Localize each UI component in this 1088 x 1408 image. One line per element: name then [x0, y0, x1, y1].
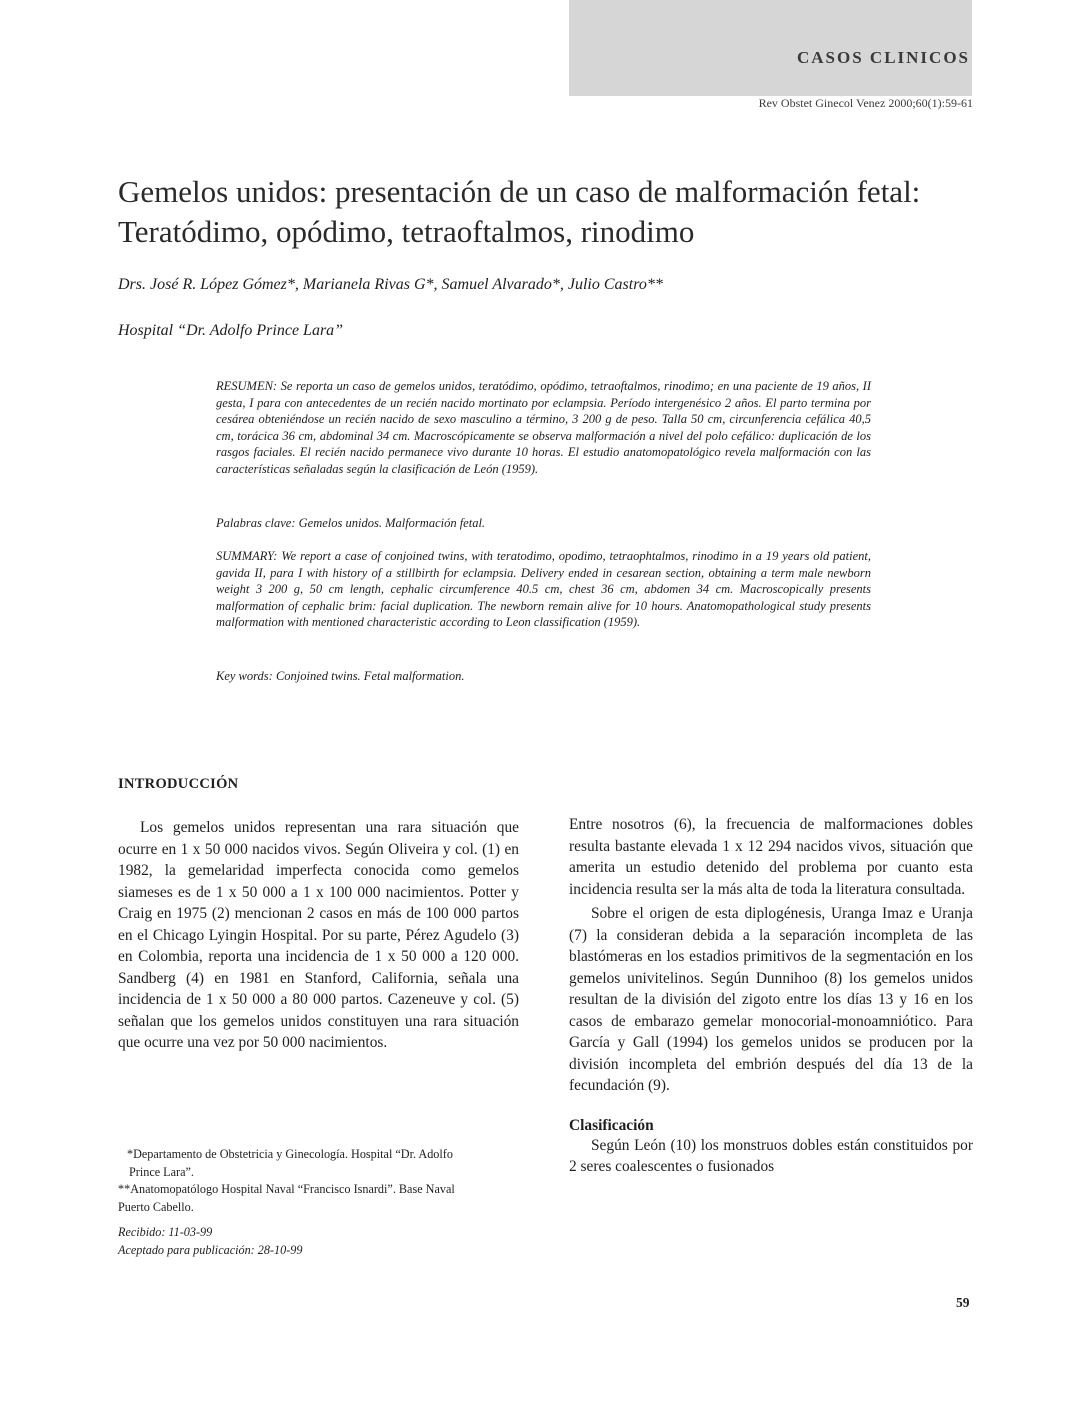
body-paragraph-3: Según León (10) los monstruos dobles están constituidos por 2 seres coalescentes o fusionados [569, 1136, 973, 1175]
article-authors: Drs. José R. López Gómez*, Marianela Rivas G*, Samuel Alvarado*, Julio Castro** [118, 276, 663, 293]
intro-paragraph: Los gemelos unidos representan una rara situación que ocurre en 1 x 50 000 nacidos vivos. Según Oliveira y col. (1) en 1982, la gemelaridad imperfecta conocida como gemelos siameses es de 1 x 50 000 a 1 x 100 000 nacimientos. Potter y Craig en 1975 (2) mencionan 2 casos en más de 100 000 partos en el Chicago Lyingin Hospital. Por su parte, Pérez Agudelo (3) en Colombia, reporta una incidencia de 1 x 50 000 a 120 000. Sandberg (4) en 1981 en Stanford, California, señala una incidencia de 1 x 50 000 a 80 000 partos. Cazeneuve y col. (5) señalan que los gemelos unidos constituyen una rara situación que ocurre una vez por 50 000 nacimientos. [118, 819, 519, 1051]
palabras-clave: Palabras clave: Gemelos unidos. Malformación fetal. [216, 516, 486, 530]
footnote-2: **Anatomopatólogo Hospital Naval “Francisco Isnardi”. Base Naval [118, 1182, 455, 1196]
body-paragraph-2: Sobre el origen de esta diplogénesis, Uranga Imaz e Uranja (7) la consideran debida a la separación incompleta de las blastómeras en los estadios primitivos de la segmentación en los gemelos univitelinos. Según Dunnihoo (8) los gemelos unidos resultan de la división del zigoto entre los días 13 y 16 en los casos de embarazo gemelar monocorial-monoamniótico. Para García y Gall (1994) los gemelos unidos se producen por la división incompleta del embrión después del día 13 de la fecundación (9). [569, 905, 973, 1094]
accepted-date: Aceptado para publicación: 28-10-99 [118, 1242, 303, 1257]
abstract-summary: SUMMARY: We report a case of conjoined twins, with teratodimo, opodimo, tetraophtalmos, rinodimo in a 19 years old patient, gavida II, para I with history of a stillbirth for eclampsia. Delivery ended in cesarean section, obtaining a term male newborn weight 3 200 g, 50 cm length, cephalic circumference 40.5 cm, chest 36 cm, abdomen 34 cm. Macroscopically presents malformation of cephalic brim: facial duplication. The newborn remain alive for 10 hours. Anatomopathological study presents malformation with mentioned characteristic according to Leon classification (1959). [216, 549, 871, 629]
page-number: 59 [956, 1295, 970, 1310]
journal-citation: Rev Obstet Ginecol Venez 2000;60(1):59-61 [758, 96, 973, 110]
body-column-right [569, 814, 973, 1178]
body-paragraph-1: Entre nosotros (6), la frecuencia de malformaciones dobles resulta bastante elevada 1 x 12 294 nacidos vivos, situación que amerita un estudio detenido del problema por cuanto esta incidencia resulta ser la más alta de toda la literatura consultada. [569, 816, 973, 898]
article-dates [118, 1224, 302, 1259]
body-column-left [118, 817, 519, 1054]
section-label: CASOS CLINICOS [796, 48, 970, 67]
footnote-1: *Departamento de Obstetricia y Ginecología. Hospital “Dr. Adolfo [127, 1147, 453, 1161]
footnotes [118, 1146, 528, 1216]
abstract-resumen: RESUMEN: Se reporta un caso de gemelos unidos, teratódimo, opódimo, tetraoftalmos, rinodimo; en una paciente de 19 años, II gesta, I para con antecedentes de un recién nacido mortinato por eclampsia. Período intergenésico 2 años. El parto termina por cesárea obteniéndose un recién nacido de sexo masculino a término, 3 200 g de peso. Talla 50 cm, circunferencia cefálica 40,5 cm, torácica 36 cm, abdominal 34 cm. Macroscópicamente se observa malformación a nivel del polo cefálico: duplicación de los rasgos faciales. El recién nacido permanece vivo durante 10 horas. El estudio anatomopatológico revela malformación con las características señaladas según la clasificación de León (1959). [216, 379, 871, 476]
key-words: Key words: Conjoined twins. Fetal malformation. [216, 669, 465, 683]
article-title: Gemelos unidos: presentación de un caso de malformación fetal: Teratódimo, opódimo, tetraoftalmos, rinodimo [118, 174, 921, 249]
clasificacion-heading: Clasificación [569, 1116, 654, 1134]
footnote-2-cont: Puerto Cabello. [118, 1199, 194, 1214]
introduction-heading: INTRODUCCIÓN [118, 776, 239, 792]
article-affiliation: Hospital “Dr. Adolfo Prince Lara” [118, 322, 344, 339]
received-date: Recibido: 11-03-99 [118, 1225, 213, 1239]
footnote-1-cont: Prince Lara”. [129, 1164, 194, 1179]
